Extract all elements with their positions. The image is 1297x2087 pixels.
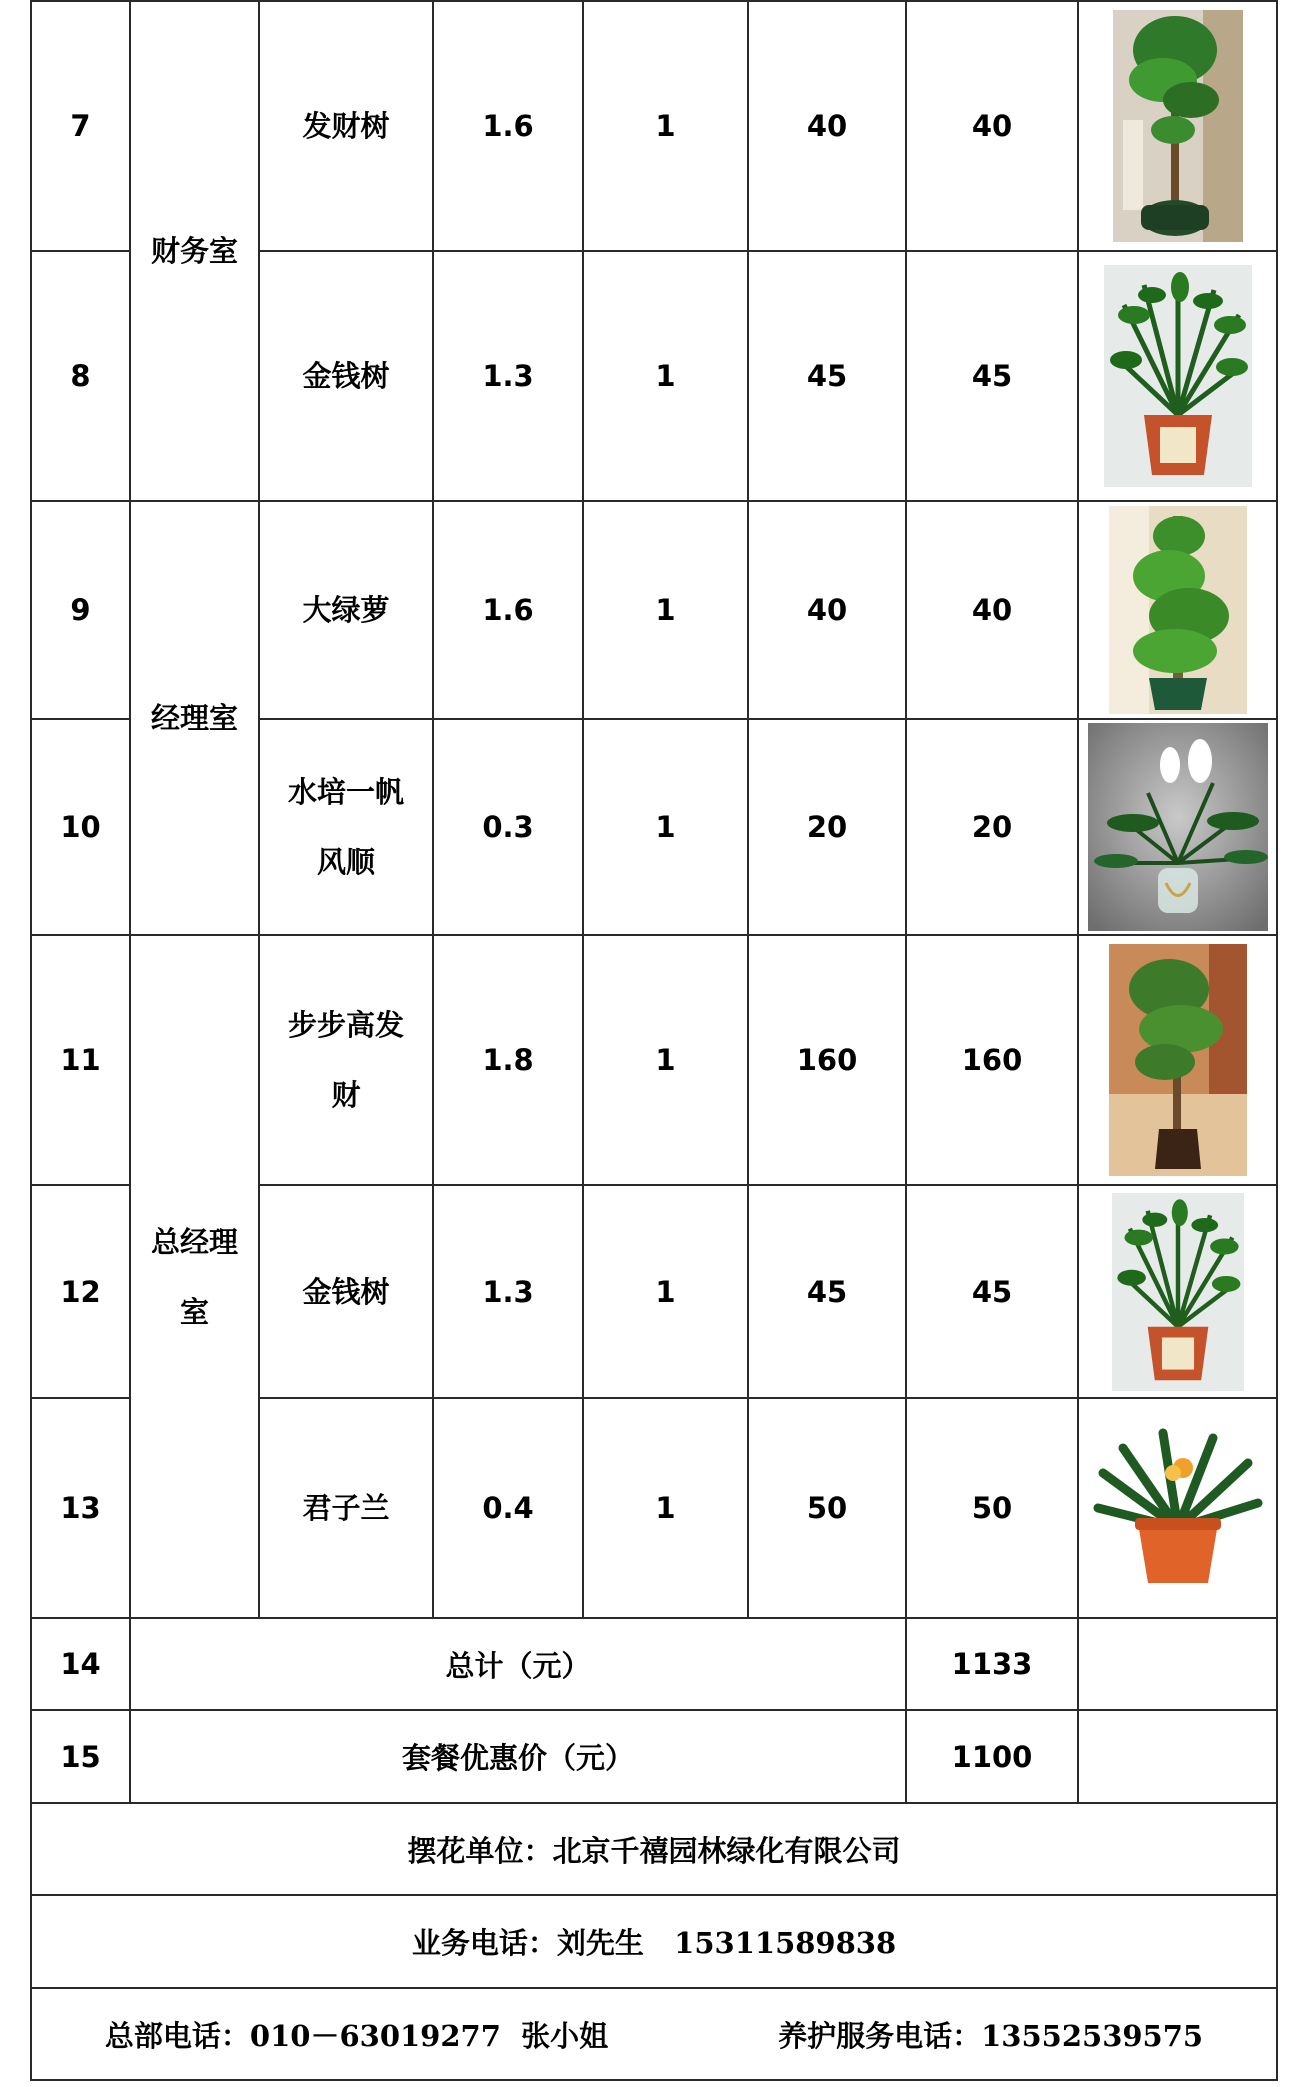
amount: 40 [906, 501, 1078, 719]
total-value: 1133 [906, 1618, 1078, 1710]
plant-height: 1.6 [433, 501, 583, 719]
plant-photo-cell [1078, 1398, 1277, 1618]
plant-photo-cell [1078, 719, 1277, 935]
hq-phone-number[interactable]: 010－63019277 [249, 2018, 501, 2053]
footer-row [31, 1988, 1277, 2080]
peace-lily-glass-vase-photo [1088, 723, 1268, 931]
plant-height: 0.3 [433, 719, 583, 935]
plant-quantity: 1 [583, 501, 748, 719]
unit-price: 50 [748, 1398, 906, 1618]
unit-price: 45 [748, 1185, 906, 1398]
plant-name-line: 步步高发 [287, 1008, 404, 1042]
amount: 45 [906, 251, 1078, 501]
plant-name: 金钱树 [259, 1185, 433, 1398]
plant-quantity: 1 [583, 1398, 748, 1618]
room-cell-manager: 经理室 [130, 501, 259, 935]
row-number: 7 [31, 1, 130, 251]
room-label-line: 总经理 [150, 1224, 238, 1259]
empty-cell [1078, 1618, 1277, 1710]
unit-price: 20 [748, 719, 906, 935]
table-row [31, 935, 1277, 1185]
plant-photo-cell [1078, 251, 1277, 501]
business-contact: 刘先生 [556, 1926, 644, 1960]
total-row [31, 1618, 1277, 1710]
plant-quotation-table [30, 0, 1278, 2081]
plant-quantity: 1 [583, 935, 748, 1185]
plant-height: 1.8 [433, 935, 583, 1185]
pothos-pole-photo [1109, 506, 1247, 714]
plant-quantity: 1 [583, 1185, 748, 1398]
row-number: 8 [31, 251, 130, 501]
table-row [31, 1, 1277, 251]
installer-name: 北京千禧园林绿化有限公司 [552, 1833, 901, 1868]
business-phone-label: 业务电话： [411, 1926, 557, 1960]
plant-height: 1.3 [433, 251, 583, 501]
row-number: 9 [31, 501, 130, 719]
plant-name: 大绿萝 [259, 501, 433, 719]
clivia-orange-pot-photo [1093, 1423, 1263, 1593]
headquarters-phone-info [31, 1988, 1277, 2080]
empty-cell [1078, 1710, 1277, 1803]
plant-quantity: 1 [583, 1, 748, 251]
plant-quantity: 1 [583, 719, 748, 935]
package-price-row [31, 1710, 1277, 1803]
plant-photo-cell [1078, 501, 1277, 719]
plant-photo-cell [1078, 1, 1277, 251]
plant-name [259, 719, 433, 935]
room-label-line: 室 [179, 1294, 209, 1329]
care-phone-number[interactable]: 13552539575 [981, 2018, 1204, 2053]
care-phone-label: 养护服务电话： [778, 2018, 982, 2053]
room-cell-finance: 财务室 [130, 1, 259, 501]
amount: 40 [906, 1, 1078, 251]
amount: 20 [906, 719, 1078, 935]
plant-name-line: 财 [331, 1078, 361, 1112]
plant-name [259, 935, 433, 1185]
footer-row [31, 1803, 1277, 1895]
plant-name: 发财树 [259, 1, 433, 251]
plant-photo-cell [1078, 935, 1277, 1185]
row-number: 13 [31, 1398, 130, 1618]
package-price-value: 1100 [906, 1710, 1078, 1803]
zz-plant-orange-pot-photo [1104, 265, 1252, 487]
tall-money-tree-photo [1109, 944, 1247, 1176]
unit-price: 40 [748, 501, 906, 719]
plant-height: 1.6 [433, 1, 583, 251]
amount: 160 [906, 935, 1078, 1185]
amount: 50 [906, 1398, 1078, 1618]
room-cell-general-manager [130, 935, 259, 1618]
table-row [31, 501, 1277, 719]
unit-price: 45 [748, 251, 906, 501]
unit-price: 40 [748, 1, 906, 251]
installer-info [31, 1803, 1277, 1895]
unit-price: 160 [748, 935, 906, 1185]
business-phone-info [31, 1895, 1277, 1988]
plant-quantity: 1 [583, 251, 748, 501]
row-number: 15 [31, 1710, 130, 1803]
plant-photo-cell [1078, 1185, 1277, 1398]
plant-name-line: 水培一帆 [287, 775, 404, 809]
row-number: 12 [31, 1185, 130, 1398]
money-tree-pot-photo [1113, 10, 1243, 242]
total-label: 总计（元） [130, 1618, 906, 1710]
business-phone-number[interactable]: 15311589838 [674, 1926, 897, 1960]
installer-label: 摆花单位： [407, 1833, 553, 1868]
plant-height: 0.4 [433, 1398, 583, 1618]
amount: 45 [906, 1185, 1078, 1398]
package-price-label: 套餐优惠价（元） [130, 1710, 906, 1803]
zz-plant-orange-pot-photo [1112, 1192, 1244, 1392]
row-number: 11 [31, 935, 130, 1185]
row-number: 14 [31, 1618, 130, 1710]
footer-row [31, 1895, 1277, 1988]
plant-name: 君子兰 [259, 1398, 433, 1618]
hq-contact: 张小姐 [521, 2018, 609, 2053]
hq-phone-label: 总部电话： [104, 2018, 250, 2053]
plant-name-line: 风顺 [316, 845, 375, 879]
row-number: 10 [31, 719, 130, 935]
quotation-sheet [30, 0, 1276, 2087]
plant-name: 金钱树 [259, 251, 433, 501]
plant-height: 1.3 [433, 1185, 583, 1398]
